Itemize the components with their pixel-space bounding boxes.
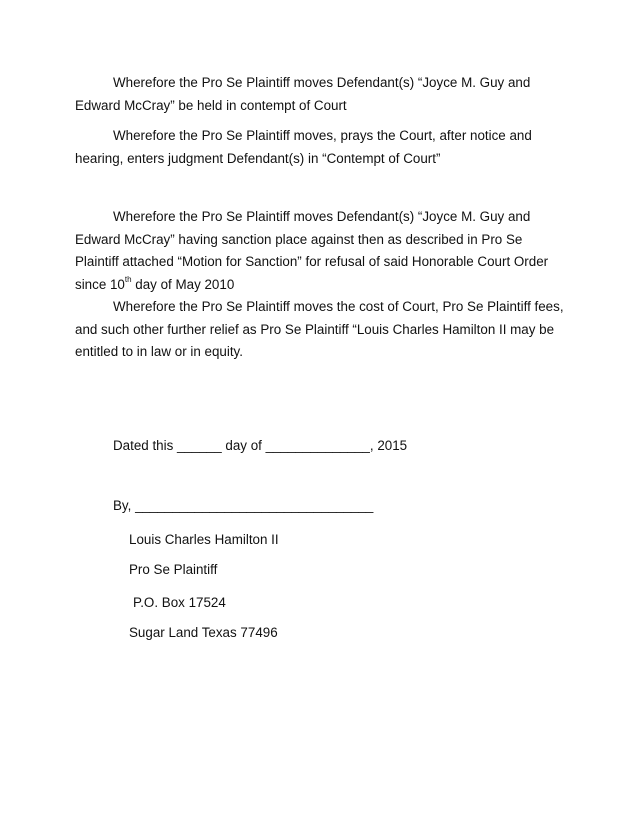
ordinal-suffix: th bbox=[124, 275, 132, 285]
paragraph-sanction-request bbox=[75, 206, 567, 296]
since-suffix: day of May 2010 bbox=[131, 276, 235, 292]
paragraph-sanction-date bbox=[75, 277, 234, 292]
signer-title: Pro Se Plaintiff bbox=[129, 562, 218, 577]
paragraph-judgment-request: Wherefore the Pro Se Plaintiff moves, prays the Court, after notice and hearing, enters judgment Defendant(s) in “Contempt of Court” bbox=[75, 128, 532, 166]
signer-city: Sugar Land Texas 77496 bbox=[129, 625, 278, 640]
paragraph-costs-request: Wherefore the Pro Se Plaintiff moves the cost of Court, Pro Se Plaintiff fees, and such other further relief as Pro Se Plaintiff “Louis Charles Hamilton II may be entitled to in law or in equity. bbox=[75, 299, 564, 359]
dated-line: Dated this ______ day of ______________, 2015 bbox=[113, 438, 408, 453]
since-prefix: since 10 bbox=[75, 276, 125, 292]
signature-line: By, ________________________________ bbox=[113, 498, 374, 513]
paragraph-sanction-text: Wherefore the Pro Se Plaintiff moves Defendant(s) “Joyce M. Guy and Edward McCray” having sanction place against then as described in Pro Se Plaintiff attached “Motion for Sanction” for refusal of said Honorable Court Order bbox=[75, 209, 549, 269]
signer-po-box: P.O. Box 17524 bbox=[133, 595, 226, 610]
paragraph-contempt-request: Wherefore the Pro Se Plaintiff moves Defendant(s) “Joyce M. Guy and Edward McCray” be held in contempt of Court bbox=[75, 75, 531, 113]
signer-name: Louis Charles Hamilton II bbox=[129, 532, 279, 547]
